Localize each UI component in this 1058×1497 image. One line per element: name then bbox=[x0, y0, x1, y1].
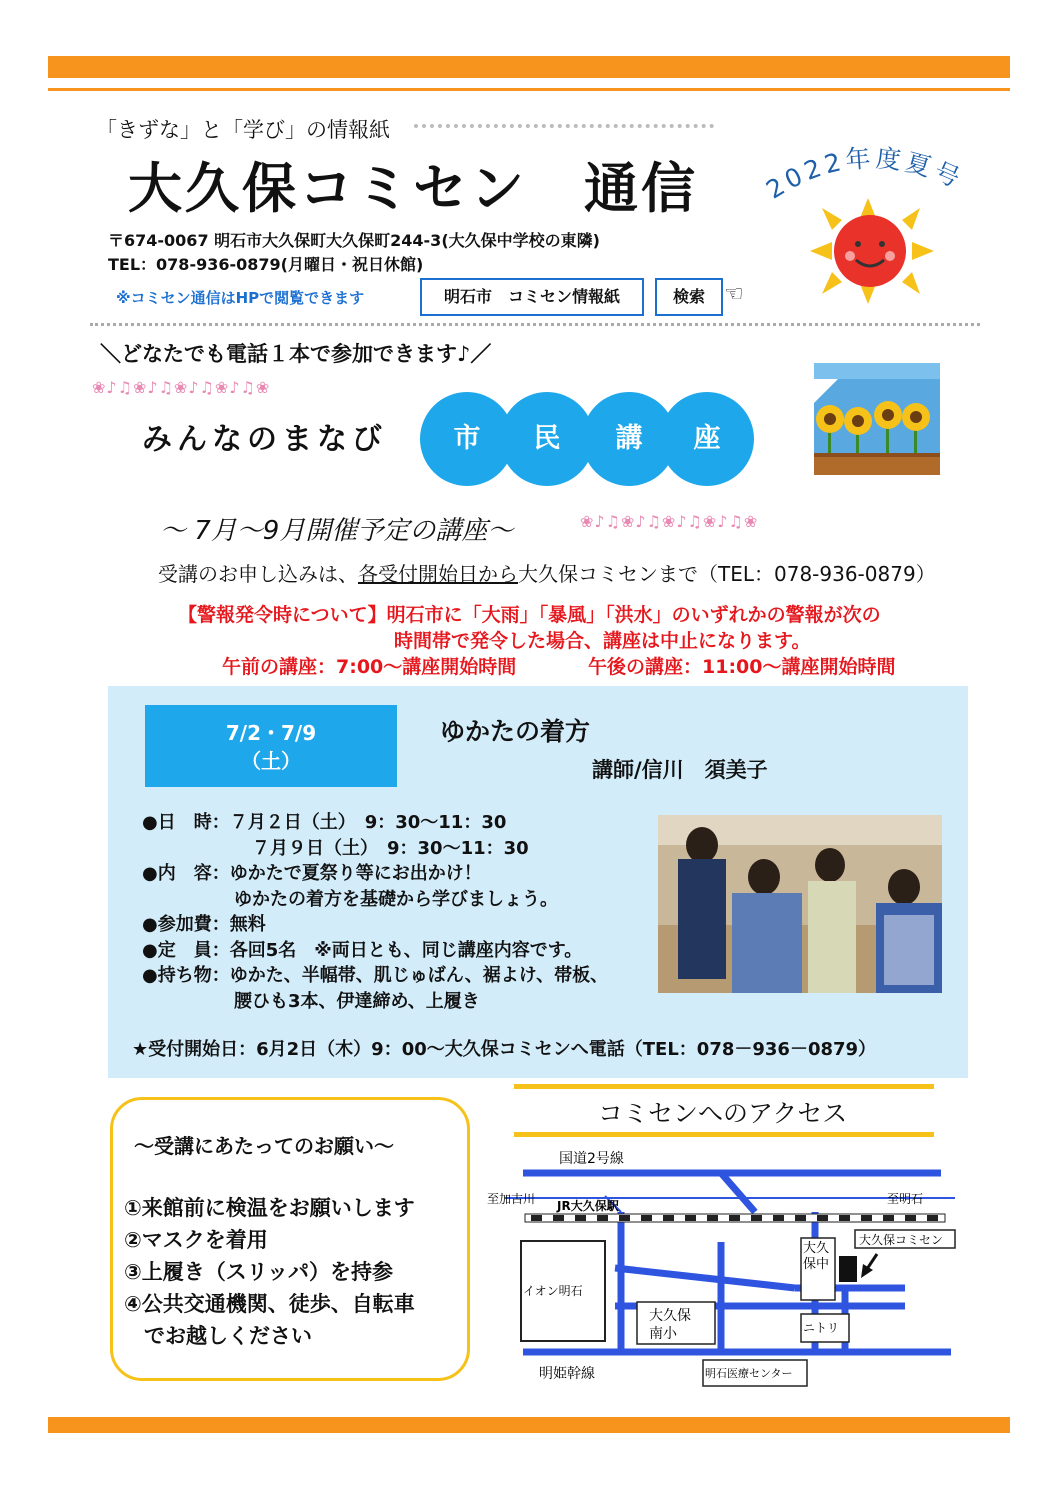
apply-line bbox=[158, 558, 936, 587]
request-item: ④公共交通機関、徒歩、自転車 bbox=[124, 1292, 415, 1316]
rail-tick bbox=[685, 1215, 696, 1221]
tel: TEL：078-936-0879(月曜日・祝日休館) bbox=[108, 255, 424, 274]
course-date: 7/2・7/9 bbox=[225, 721, 317, 745]
rail-tick bbox=[531, 1215, 542, 1221]
access-title: コミセンへのアクセス bbox=[598, 1099, 848, 1128]
phone-line: ＼どなたでも電話１本で参加できます♪／ bbox=[100, 342, 492, 366]
detail-fee: ●参加費：無料 bbox=[142, 914, 266, 935]
search-keyword-box[interactable]: 明石市 コミセン情報紙 bbox=[420, 278, 644, 316]
warning-morning: 午前の講座：7:00～講座開始時間 bbox=[222, 656, 517, 678]
request-item: ①来館前に検温をお願いします bbox=[124, 1196, 415, 1220]
bottom-orange-bar bbox=[48, 1417, 1010, 1433]
rail-tick bbox=[597, 1215, 608, 1221]
circle-shi: 市 bbox=[420, 392, 514, 486]
rail-tick bbox=[663, 1215, 674, 1221]
accept-start: ★受付開始日：6月2日（木）9：00～大久保コミセンへ電話（TEL：078－936－0879） bbox=[132, 1039, 877, 1060]
access-title-line-top bbox=[514, 1084, 934, 1089]
map-label-jhs-2: 保中 bbox=[803, 1257, 830, 1272]
rail-tick bbox=[707, 1215, 718, 1221]
rail-tick bbox=[729, 1215, 740, 1221]
map-label-route2: 国道2号線 bbox=[559, 1151, 624, 1167]
access-map bbox=[485, 1148, 965, 1402]
course-date-box bbox=[145, 705, 397, 787]
sunflower-illustration bbox=[814, 363, 940, 479]
warning-line-1: 【警報発令時について】明石市に「大雨」「暴風」「洪水」のいずれかの警報が次の bbox=[178, 604, 881, 626]
course-details bbox=[142, 810, 608, 1014]
circle-za: 座 bbox=[660, 392, 754, 486]
course-title: ゆかたの着方 bbox=[440, 717, 591, 746]
music-notes-decoration-2: ❀♪♫❀♪♫❀♪♫❀♪♫❀ bbox=[580, 512, 759, 531]
page-title: 大久保コミセン 通信 bbox=[128, 157, 698, 220]
apply-underline: 各受付開始日から bbox=[358, 562, 518, 586]
hp-note: ※コミセン通信はHPで閲覧できます bbox=[116, 289, 365, 307]
rail-tick bbox=[773, 1215, 784, 1221]
season-text: 2022年度夏号 bbox=[761, 143, 968, 205]
detail-items-2: 腰ひも3本、伊達締め、上履き bbox=[234, 990, 480, 1012]
rail-tick bbox=[905, 1215, 916, 1221]
circle-kou: 講 bbox=[582, 392, 676, 486]
map-label-es-1: 大久保 bbox=[649, 1308, 691, 1324]
detail-capacity: ●定 員：各回5名 ※両日とも、同じ講座内容です。 bbox=[142, 939, 583, 961]
rail-tick bbox=[927, 1215, 938, 1221]
request-item: でお越しください bbox=[144, 1324, 312, 1348]
map-label-station: JR大久保駅 bbox=[557, 1199, 619, 1213]
map-label-kakogawa: 至加古川 bbox=[487, 1192, 536, 1206]
course-day: （土） bbox=[241, 749, 301, 773]
detail-content-2: ゆかたの着方を基礎から学びましょう。 bbox=[234, 888, 558, 910]
rail-tick bbox=[817, 1215, 828, 1221]
detail-datetime-1: ●日 時：７月２日（土） 9：30～11：30 bbox=[142, 812, 507, 833]
sun-illustration bbox=[808, 196, 938, 310]
rail-tick bbox=[883, 1215, 894, 1221]
search-button[interactable]: 検索 bbox=[655, 278, 723, 316]
schedule-title: ～ 7月～9月開催予定の講座～ bbox=[160, 516, 514, 546]
detail-items-1: ●持ち物：ゆかた、半幅帯、肌じゅばん、裾よけ、帯板、 bbox=[142, 965, 609, 986]
pointing-hand-icon: ☜ bbox=[724, 282, 744, 307]
warning-afternoon: 午後の講座：11:00～講座開始時間 bbox=[588, 656, 896, 678]
rail-tick bbox=[751, 1215, 762, 1221]
tagline: 「きずな」と「学び」の情報紙 bbox=[96, 118, 390, 142]
rail-tick bbox=[641, 1215, 652, 1221]
request-item: ③上履き（スリッパ）を持参 bbox=[124, 1260, 393, 1284]
request-list bbox=[124, 1192, 415, 1352]
minna-no-manabi: みんなのまなび bbox=[142, 422, 387, 457]
map-label-medical: 明石医療センター bbox=[705, 1367, 793, 1380]
rail-tick bbox=[575, 1215, 586, 1221]
map-label-aeon: イオン明石 bbox=[523, 1284, 583, 1298]
map-label-nitori: ニトリ bbox=[803, 1321, 840, 1335]
warning-line-2: 時間帯で発令した場合、講座は中止になります。 bbox=[394, 630, 811, 652]
map-label-comisen: 大久保コミセン bbox=[859, 1233, 944, 1247]
tagline-dots bbox=[414, 124, 714, 128]
request-title: ～受講にあたってのお願い～ bbox=[134, 1134, 394, 1158]
top-orange-bar bbox=[48, 56, 1010, 78]
rail-tick bbox=[619, 1215, 630, 1221]
yukata-class-photo bbox=[658, 815, 942, 993]
map-label-meihi: 明姫幹線 bbox=[539, 1366, 595, 1382]
header-separator bbox=[90, 323, 980, 326]
rail-tick bbox=[861, 1215, 872, 1221]
rail-tick bbox=[839, 1215, 850, 1221]
apply-post: 大久保コミセンまで（TEL：078-936-0879） bbox=[518, 562, 936, 586]
address-block bbox=[108, 229, 600, 277]
map-label-akashi: 至明石 bbox=[887, 1192, 924, 1206]
sunflower-image bbox=[814, 363, 940, 475]
circle-min: 民 bbox=[500, 392, 594, 486]
detail-datetime-2: ７月９日（土） 9：30～11：30 bbox=[252, 837, 529, 859]
course-instructor: 講師/信川 須美子 bbox=[592, 758, 768, 782]
course-photo bbox=[658, 815, 942, 997]
rail-tick bbox=[553, 1215, 564, 1221]
detail-content-1: ●内 容：ゆかたで夏祭り等にお出かけ！ bbox=[142, 863, 482, 884]
apply-pre: 受講のお申し込みは、 bbox=[158, 562, 358, 586]
address: 〒674-0067 明石市大久保町大久保町244-3(大久保中学校の東隣) bbox=[108, 231, 600, 250]
map-label-jhs-1: 大久 bbox=[803, 1241, 830, 1256]
rail-tick bbox=[795, 1215, 806, 1221]
music-notes-decoration: ❀♪♫❀♪♫❀♪♫❀♪♫❀ bbox=[92, 378, 271, 397]
sun-icon bbox=[808, 196, 938, 306]
map-svg bbox=[485, 1148, 965, 1398]
map-label-es-2: 南小 bbox=[649, 1326, 677, 1342]
request-item: ②マスクを着用 bbox=[124, 1228, 268, 1252]
access-title-line-bottom bbox=[514, 1132, 934, 1137]
top-orange-line bbox=[48, 88, 1010, 91]
